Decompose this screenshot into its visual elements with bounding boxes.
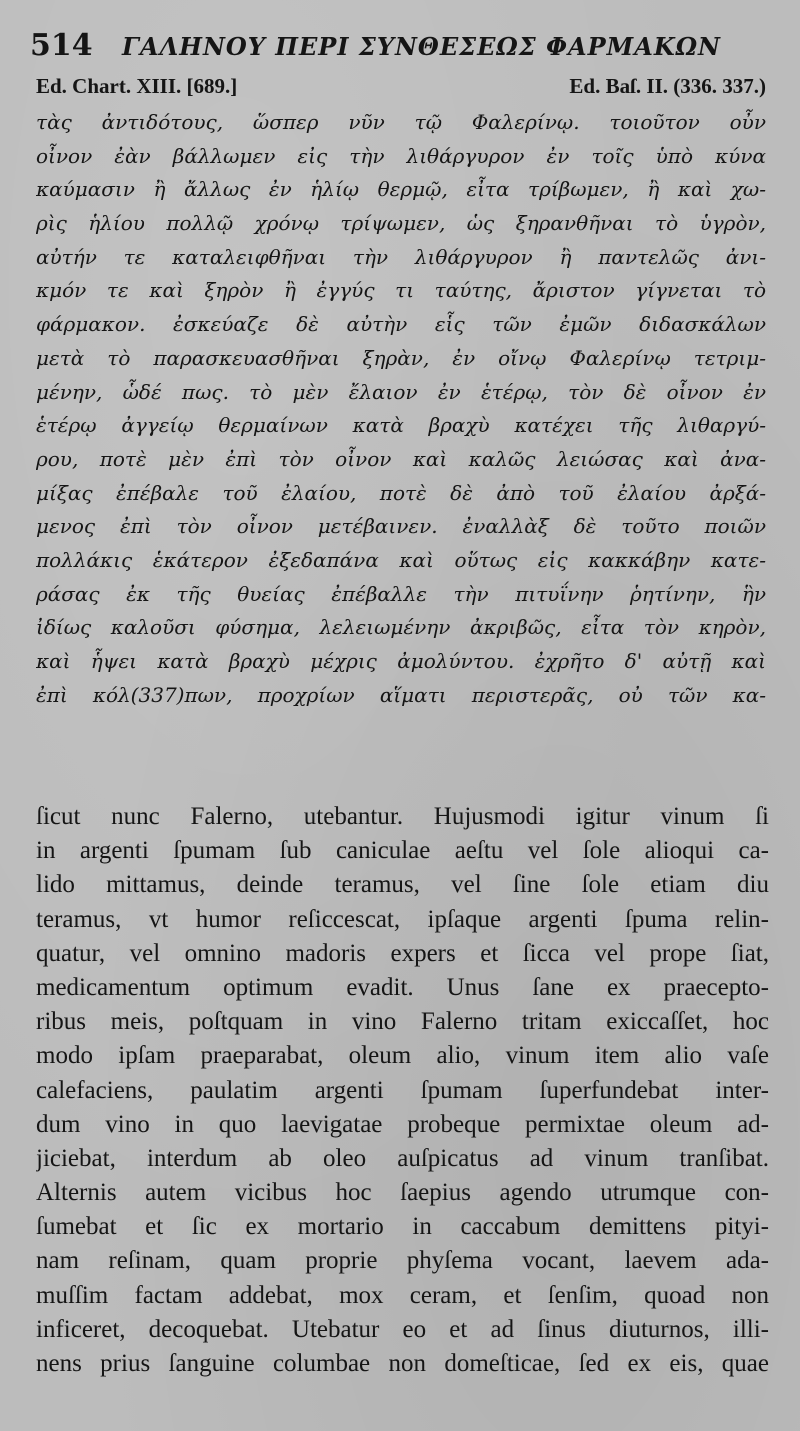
greek-line: πολλάκις ἑκάτερον ἐξεδαπάνα καὶ οὕτως εἰς κακκάβην κατε- [36,547,766,572]
greek-line: ἰδίως καλοῦσι φύσημα, λελειωμένην ἀκριβῶς, εἶτα τὸν κηρὸν, [36,615,766,640]
latin-line: Alternis autem vicibus hoc ſaepius agendo utrumque con- [36,1179,769,1207]
greek-line: μενος ἐπὶ τὸν οἶνον μετέβαινεν. ἐναλλὰξ δὲ τοῦτο ποιῶν [36,514,766,539]
page-header [30,22,780,62]
greek-line: καύμασιν ἢ ἄλλως ἐν ἡλίῳ θερμῷ, εἶτα τρίβωμεν, ἢ καὶ χω- [36,177,766,202]
latin-line: quatur, vel omnino madoris expers et ſicca vel prope ſiat, [36,939,769,967]
running-head: ΓΑΛΗΝΟΥ ΠΕΡΙ ΣΥΝΘΕΣΕΩΣ ΦΑΡΜΑΚΩΝ [122,32,721,61]
latin-line: ſumebat et ſic ex mortario in caccabum demittens pityi- [36,1213,769,1241]
greek-line: μετὰ τὸ παρασκευασθῆναι ξηρὰν, ἐν οἴνῳ Φαλερίνῳ τετριμ- [36,345,766,370]
latin-line: medicamentum optimum evadit. Unus ſane ex praecepto- [36,973,769,1001]
greek-line: μίξας ἐπέβαλε τοῦ ἐλαίου, ποτὲ δὲ ἀπὸ τοῦ ἐλαίου ἀρξά- [36,480,766,505]
greek-line: τὰς ἀντιδότους, ὥσπερ νῦν τῷ Φαλερίνῳ. τοιοῦτον οὖν [36,110,766,134]
greek-line: κμόν τε καὶ ξηρὸν ἢ ἐγγύς τι ταύτης, ἄριστον γίγνεται τὸ [36,278,766,303]
latin-line: dum vino in quo laevigatae probeque permixtae oleum ad- [36,1110,769,1138]
greek-line: ἑτέρῳ ἀγγείῳ θερμαίνων κατὰ βραχὺ κατέχει τῆς λιθαργύ- [36,413,766,438]
latin-line: lido mittamus, deinde teramus, vel ſine ſole etiam diu [36,871,769,899]
greek-line: αὐτήν τε καταλειφθῆναι τὴν λιθάργυρον ἢ παντελῶς ἀνι- [36,244,766,269]
latin-text-block [36,800,769,1381]
latin-line: calefaciens, paulatim argenti ſpumam ſuperfundebat inter- [36,1076,769,1104]
latin-line: nam reſinam, quam proprie phyſema vocant, laevem ada- [36,1247,769,1275]
latin-line: modo ipſam praeparabat, oleum alio, vinum item alio vaſe [36,1042,769,1070]
greek-line: οἶνον ἐὰν βάλλωμεν εἰς τὴν λιθάργυρον ἐν τοῖς ὑπὸ κύνα [36,143,766,168]
page-number: 514 [30,28,93,63]
latin-line: nens prius ſanguine columbae non domeſticae, ſed ex eis, quae [36,1350,769,1377]
greek-line: ράσας ἐκ τῆς θυείας ἐπέβαλλε τὴν πιτυΐνην ῥητίνην, ἣν [36,581,766,606]
edition-reference-line [36,74,766,102]
latin-line: in argenti ſpumam ſub caniculae aeſtu vel ſole alioqui ca- [36,837,769,865]
edition-reference-right: Ed. Baſ. II. (336. 337.) [569,74,766,98]
latin-line: inficeret, decoquebat. Utebatur eo et ad ſinus diuturnos, illi- [36,1315,769,1343]
edition-reference-left: Ed. Chart. XIII. [689.] [36,74,238,98]
latin-line: ſicut nunc Falerno, utebantur. Hujusmodi igitur vinum ſi [36,803,769,830]
latin-line: muſſim factam addebat, mox ceram, et ſenſim, quoad non [36,1281,769,1309]
greek-line: καὶ ἧψει κατὰ βραχὺ μέχρις ἀμολύντου. ἐχρῆτο δ' αὐτῇ καὶ [36,649,766,673]
greek-line: ἐπὶ κόλ(337)πων, προχρίων αἵματι περιστερᾶς, οὐ τῶν κα- [36,682,766,707]
greek-line: ρὶς ἡλίου πολλῷ χρόνῳ τρίψωμεν, ὡς ξηρανθῆναι τὸ ὑγρὸν, [36,211,766,236]
latin-line: ribus meis, poſtquam in vino Falerno tritam exiccaſſet, hoc [36,1008,769,1036]
latin-line: jiciebat, interdum ab oleo auſpicatus ad vinum tranſibat. [36,1144,769,1172]
greek-line: φάρμακον. ἐσκεύαζε δὲ αὐτὴν εἷς τῶν ἐμῶν διδασκάλων [36,312,766,337]
greek-text-block [36,106,766,712]
latin-line: teramus, vt humor reſiccescat, ipſaque argenti ſpuma relin- [36,905,769,933]
greek-line: ρου, ποτὲ μὲν ἐπὶ τὸν οἶνον καὶ καλῶς λειώσας καὶ ἀνα- [36,446,766,471]
greek-line: μένην, ὧδέ πως. τὸ μὲν ἔλαιον ἐν ἑτέρῳ, τὸν δὲ οἶνον ἐν [36,379,766,404]
